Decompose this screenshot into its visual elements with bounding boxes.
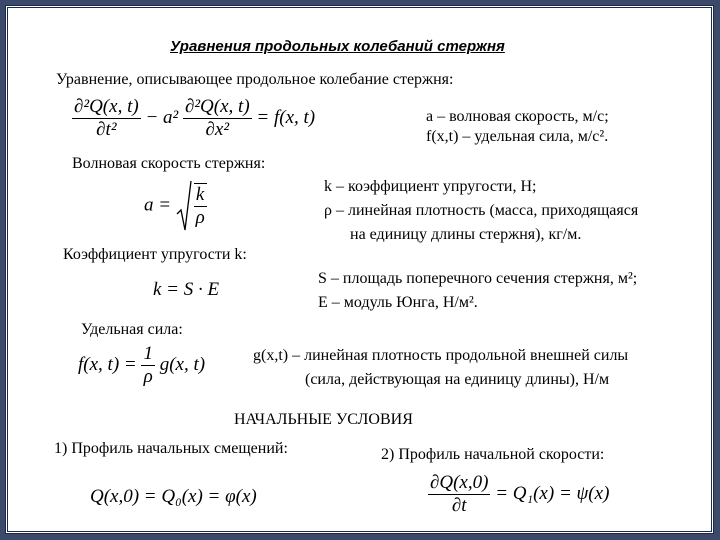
initial-velocity-formula [428, 472, 609, 517]
wave-eq-space-fraction [183, 96, 252, 141]
notes-block-4 [253, 344, 628, 392]
note-rho-cont: на единицу длины стержня), кг/м. [350, 226, 582, 243]
wave-equation [72, 96, 315, 141]
v0-rhs: = Q₁(x) = ψ(x) [495, 482, 610, 504]
wave-eq-rhs-numerator: ∂²Q(x, t) [184, 96, 250, 117]
wave-eq-lhs-denominator: ∂t² [96, 119, 117, 140]
initial-displacement-label: 1) Профиль начальных смещений: [54, 440, 288, 457]
wave-eq-minus-a2: − a² [145, 106, 179, 128]
v0-denominator: ∂t [451, 495, 467, 516]
note-f: f(x,t) – удельная сила, м/с². [426, 128, 609, 145]
a-numerator: k [194, 184, 207, 207]
elasticity-label: Коэффициент упругости k: [63, 246, 247, 263]
note-k: k – коэффициент упругости, Н; [324, 178, 537, 195]
wave-eq-time-fraction [72, 96, 141, 141]
initial-displacement-formula: Q(x,0) = Q₀(x) = φ(x) [90, 486, 257, 507]
f-lhs: f(x, t) = [78, 353, 137, 375]
f-denominator: ρ [143, 366, 153, 387]
a-denominator: ρ [195, 207, 205, 228]
k-formula: k = S · E [153, 279, 220, 300]
note-g: g(x,t) – линейная плотность продольной внешней силы [253, 347, 629, 364]
notes-block-1 [426, 108, 609, 146]
notes-block-3 [318, 267, 637, 315]
radical-sign [176, 180, 192, 232]
notes-block-2 [324, 175, 638, 247]
a-lhs: a = [144, 194, 172, 216]
wave-speed-formula [144, 180, 207, 232]
wave-eq-result: = f(x, t) [256, 106, 316, 128]
initial-velocity-label: 2) Профиль начальной скорости: [381, 446, 605, 463]
v0-fraction [428, 472, 490, 517]
f-rhs: g(x, t) [159, 353, 206, 375]
note-e: E – модуль Юнга, Н/м². [318, 294, 478, 311]
slide-title: Уравнения продольных колебаний стержня [170, 38, 505, 55]
wave-eq-lhs-numerator: ∂²Q(x, t) [74, 96, 139, 117]
note-s: S – площадь поперечного сечения стержня, м²; [318, 270, 638, 287]
specific-force-formula [78, 343, 205, 388]
slide [5, 5, 714, 534]
intro-text: Уравнение, описывающее продольное колебание стержня: [56, 71, 454, 88]
note-rho: ρ – линейная плотность (масса, приходящаяся [324, 202, 639, 219]
f-fraction [141, 343, 155, 388]
sqrt-symbol [176, 180, 192, 232]
wave-eq-rhs-denominator: ∂x² [205, 119, 230, 140]
initial-conditions-title: НАЧАЛЬНЫЕ УСЛОВИЯ [234, 411, 413, 428]
note-a: a – волновая скорость, м/с; [426, 108, 609, 125]
wave-speed-label: Волновая скорость стержня: [72, 155, 266, 172]
f-numerator: 1 [143, 343, 153, 364]
specific-force-label: Удельная сила: [81, 321, 183, 338]
note-g-cont: (сила, действующая на единицу длины), Н/м [305, 371, 610, 388]
a-fraction [194, 183, 207, 229]
v0-numerator: ∂Q(x,0) [430, 472, 489, 493]
